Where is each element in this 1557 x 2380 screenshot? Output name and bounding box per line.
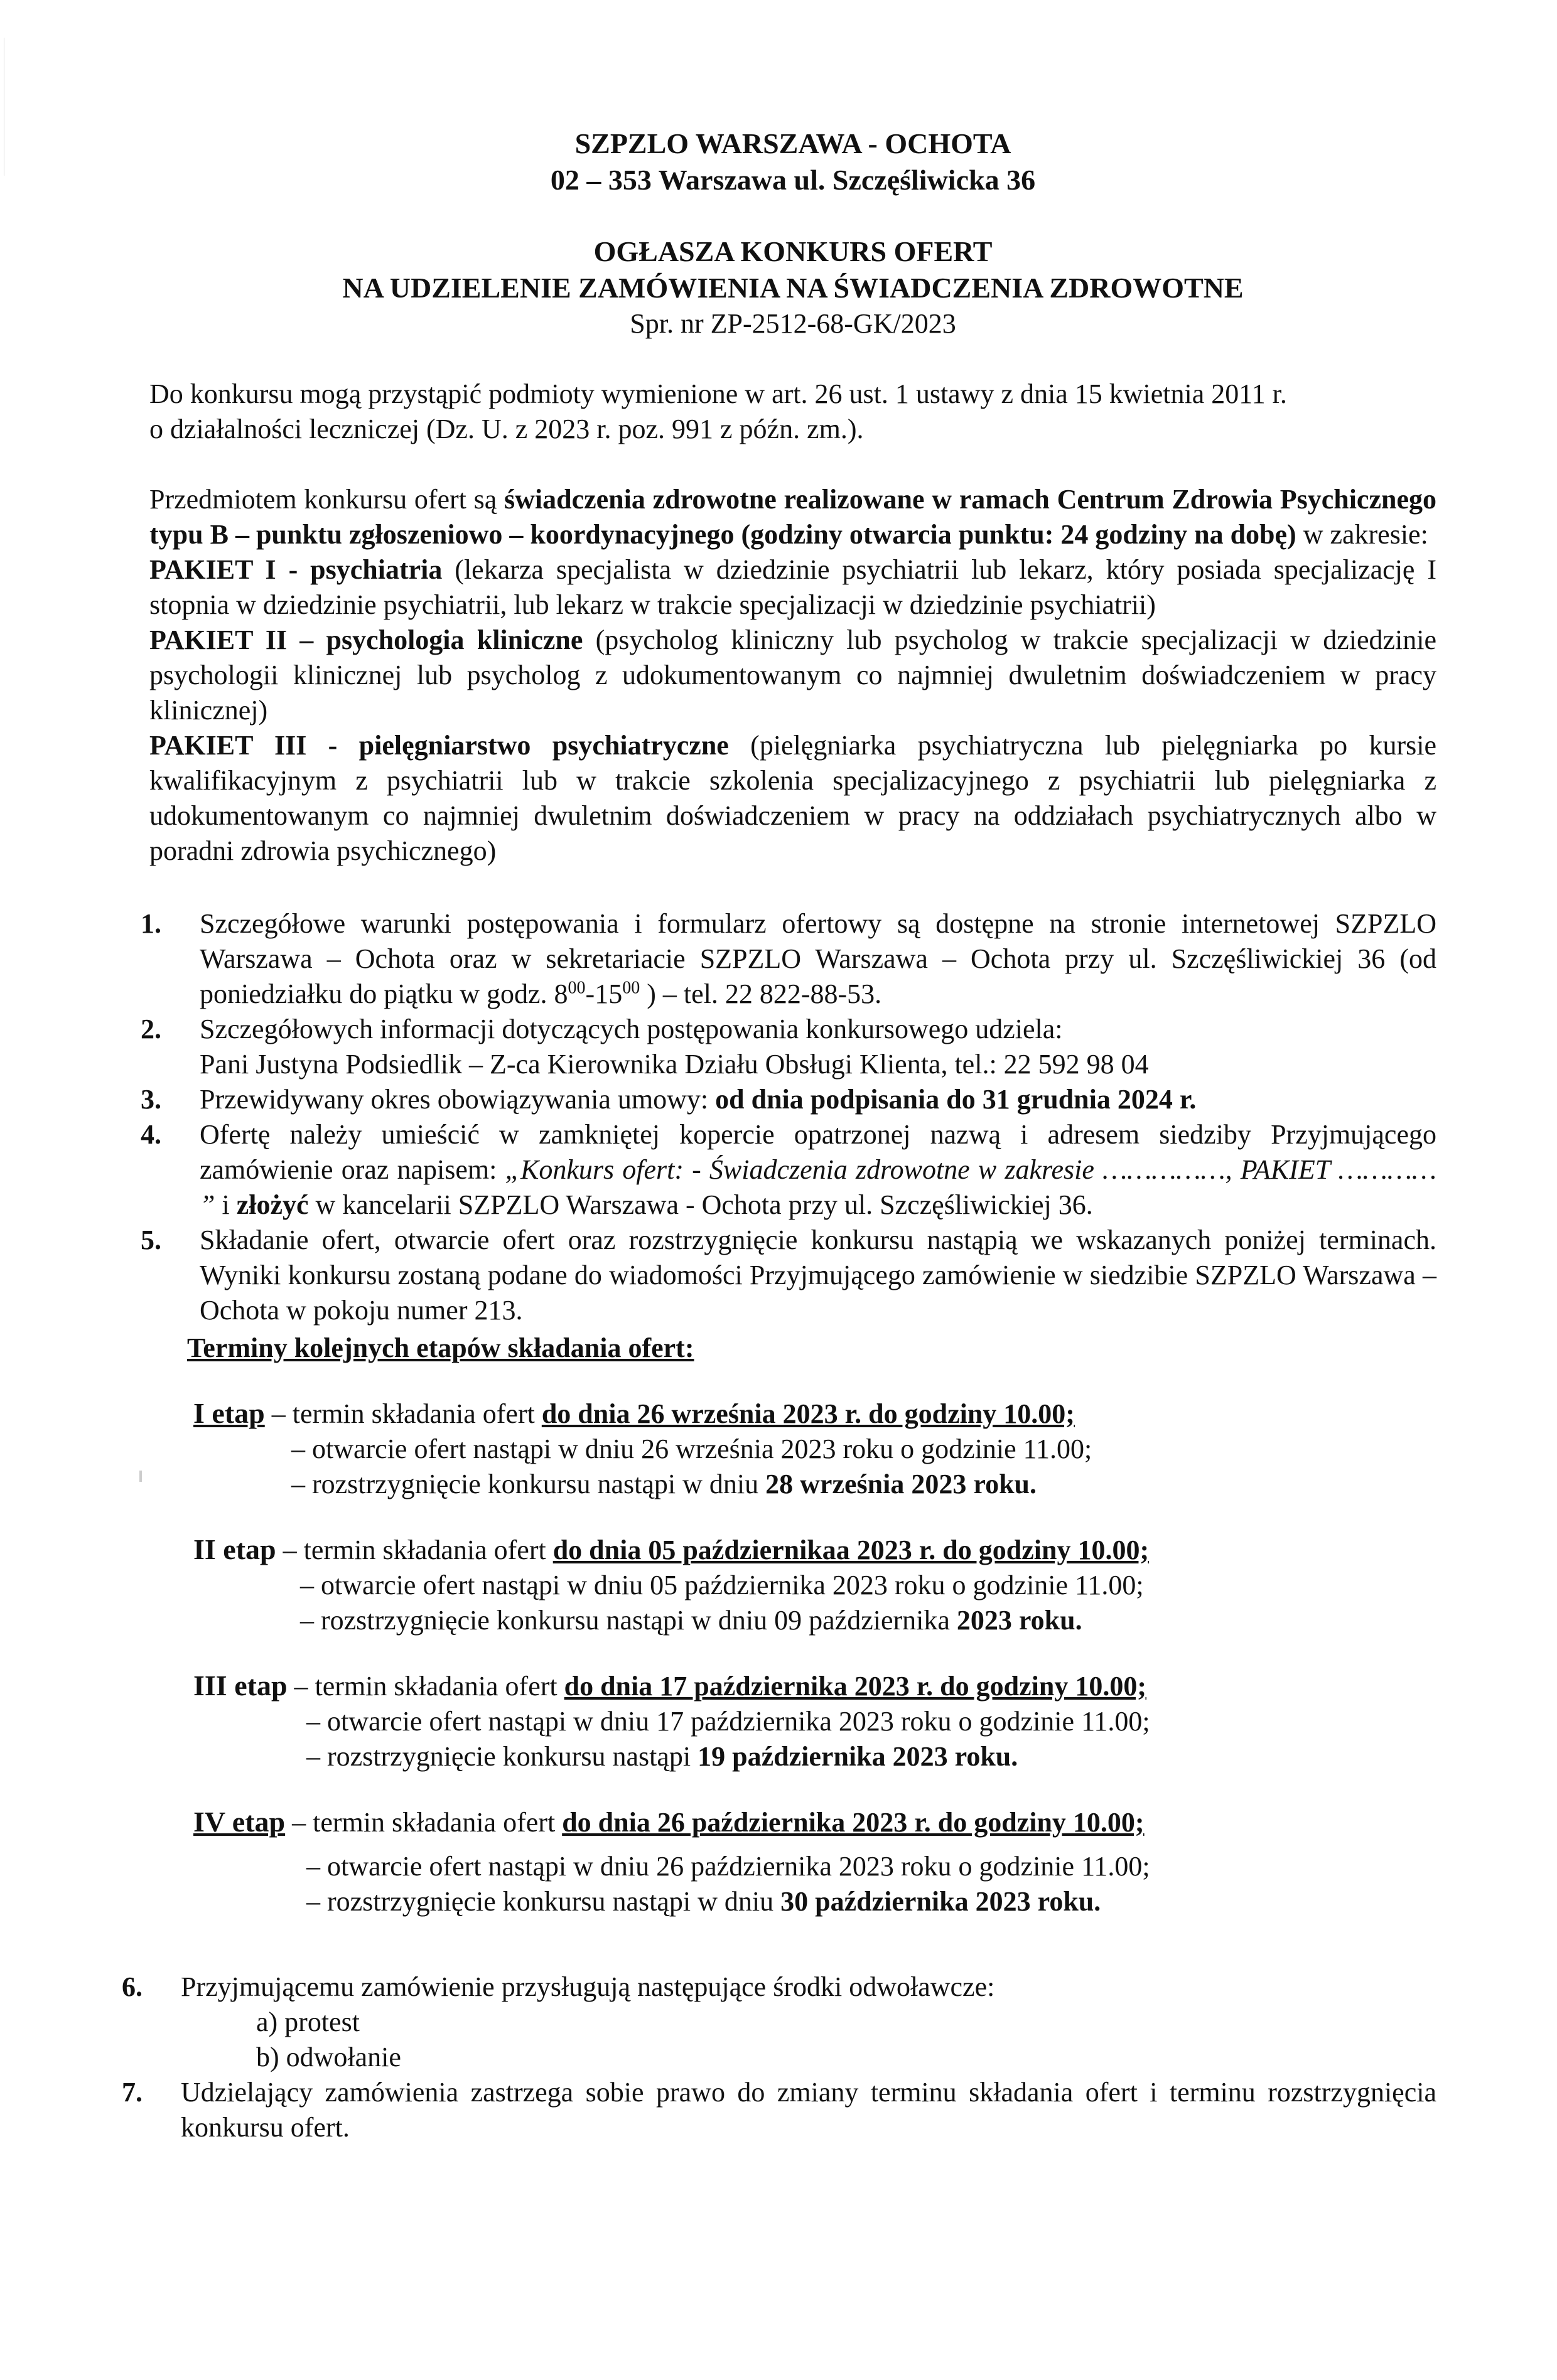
list-item-4: 4. Ofertę należy umieścić w zamkniętej kopercie opatrzonej nazwą i adresem siedziby Przyjmującego zamówienie oraz napisem: „Konkurs ofert: - Świadczenia zdrowotne w zakresie ……………, PAKIET ………… ” i złożyć w kancelarii SZPZLO Warszawa - Ochota przy ul. Szczęśliwickiej 36.	[141, 1119, 1436, 1220]
scan-dot	[139, 1471, 142, 1482]
list-item-2: 2. Szczegółowych informacji dotyczących postępowania konkursowego udziela: Pani Justyna Podsiedlik – Z-ca Kierownika Działu Obsługi Klienta, tel.: 22 592 98 04	[141, 1014, 1149, 1080]
stage-1: I etap – termin składania ofert do dnia 26 września 2023 r. do godziny 10.00; – otwarcie ofert nastąpi w dniu 26 września 2023 roku o godzinie 11.00; – rozstrzygnięcie konkursu nastąpi w dniu 28 września 2023 roku.	[193, 1397, 1092, 1499]
remedy-b: b) odwołanie	[256, 2042, 401, 2072]
announcement-title: OGŁASZA KONKURS OFERT	[593, 235, 993, 267]
intro-line-1: Do konkursu mogą przystąpić podmioty wymienione w art. 26 ust. 1 ustawy z dnia 15 kwietnia 2011 r.	[149, 378, 1287, 409]
remedies-list	[231, 2005, 1436, 2075]
org-address: 02 – 353 Warszawa ul. Szczęśliwicka 36	[550, 164, 1036, 196]
stage-4-label: IV etap	[193, 1806, 286, 1838]
stage-2: II etap – termin składania ofert do dnia 05 październikaa 2023 r. do godziny 10.00; – otwarcie ofert nastąpi w dniu 05 października 2023 roku o godzinie 11.00; – rozstrzygnięcie konkursu nastąpi w dniu 09 października 2023 roku.	[193, 1533, 1150, 1636]
org-name: SZPZLO WARSZAWA - OCHOTA	[574, 127, 1011, 159]
numbered-list	[141, 906, 1436, 1328]
package-3: PAKIET III - pielęgniarstwo psychiatryczne (pielęgniarka psychiatryczna lub pielęgniarka po kursie kwalifikacyjnym z psychiatrii lub w trakcie szkolenia specjalizacyjnego z psychiatrii lub pielęgniarka z udokumentowanym co najmniej dwuletnim doświadczeniem w pracy na oddziałach psychiatrycznych albo w poradni zdrowia psychicznego)	[149, 730, 1437, 866]
list-item-1: 1. Szczegółowe warunki postępowania i formularz ofertowy są dostępne na stronie internetowej SZPZLO Warszawa – Ochota oraz w sekretariacie SZPZLO Warszawa – Ochota przy ul. Szczęśliwickiej 36 (od poniedziałku do piątku w godz. $8^{00}-15^{00}$ ) – tel. 22 822-88-53.	[141, 908, 1436, 1009]
scan-edge-mark	[0, 38, 4, 176]
list-item-6: 6. Przyjmującemu zamówienie przysługują następujące środki odwoławcze: a) protest b) odwołanie	[131, 1970, 1436, 2075]
stage-4: IV etap – termin składania ofert do dnia 26 października 2023 r. do godziny 10.00; – otwarcie ofert nastąpi w dniu 26 października 2023 roku o godzinie 11.00; – rozstrzygnięcie konkursu nastąpi w dniu 30 października 2023 roku.	[193, 1806, 1150, 1917]
document-page	[122, 126, 1437, 2145]
remedy-a: a) protest	[256, 2007, 360, 2037]
list-item-5: 5. Składanie ofert, otwarcie ofert oraz rozstrzygnięcie konkursu nastąpią we wskazanych poniżej terminach. Wyniki konkursu zostaną podane do wiadomości Przyjmującego zamówienie w siedzibie SZPZLO Warszawa – Ochota w pokoju numer 213.	[141, 1225, 1436, 1326]
subject-paragraph: Przedmiotem konkursu ofert są świadczenia zdrowotne realizowane w ramach Centrum Zdrowia Psychicznego typu B – punktu zgłoszeniowo – koordynacyjnego (godziny otwarcia punktu: 24 godziny na dobę) w zakresie:	[149, 484, 1436, 550]
list-item-7: 7. Udzielający zamówienia zastrzega sobie prawo do zmiany terminu składania ofert i terminu rozstrzygnięcia konkursu ofert.	[122, 2077, 1436, 2143]
stage-2-label: II etap	[193, 1533, 276, 1565]
list-item-3: 3. Przewidywany okres obowiązywania umowy: od dnia podpisania do 31 grudnia 2024 r.	[141, 1084, 1197, 1115]
stage-3-label: III etap	[193, 1670, 288, 1702]
terms-heading: Terminy kolejnych etapów składania ofert:	[187, 1332, 694, 1363]
stage-3: III etap – termin składania ofert do dnia 17 października 2023 r. do godziny 10.00; – otwarcie ofert nastąpi w dniu 17 października 2023 roku o godzinie 11.00; – rozstrzygnięcie konkursu nastąpi 19 października 2023 roku.	[193, 1670, 1150, 1772]
package-1: PAKIET I - psychiatria (lekarza specjalista w dziedzinie psychiatrii lub lekarz, który posiada specjalizację I stopnia w dziedzinie psychiatrii, lub lekarz w trakcie specjalizacji w dziedzinie psychiatrii)	[149, 554, 1436, 620]
intro-line-2: o działalności leczniczej (Dz. U. z 2023 r. poz. 991 z późn. zm.).	[149, 414, 864, 444]
reference-number: Spr. nr ZP-2512-68-GK/2023	[630, 308, 956, 339]
package-2: PAKIET II – psychologia kliniczne (psycholog kliniczny lub psycholog w trakcie specjalizacji w dziedzinie psychologii klinicznej lub psycholog z udokumentowanym co najmniej dwuletnim doświadczeniem w pracy klinicznej)	[149, 624, 1436, 726]
stage-1-label: I etap	[193, 1397, 265, 1429]
announcement-subtitle: NA UDZIELENIE ZAMÓWIENIA NA ŚWIADCZENIA ZDROWOTNE	[342, 272, 1244, 304]
